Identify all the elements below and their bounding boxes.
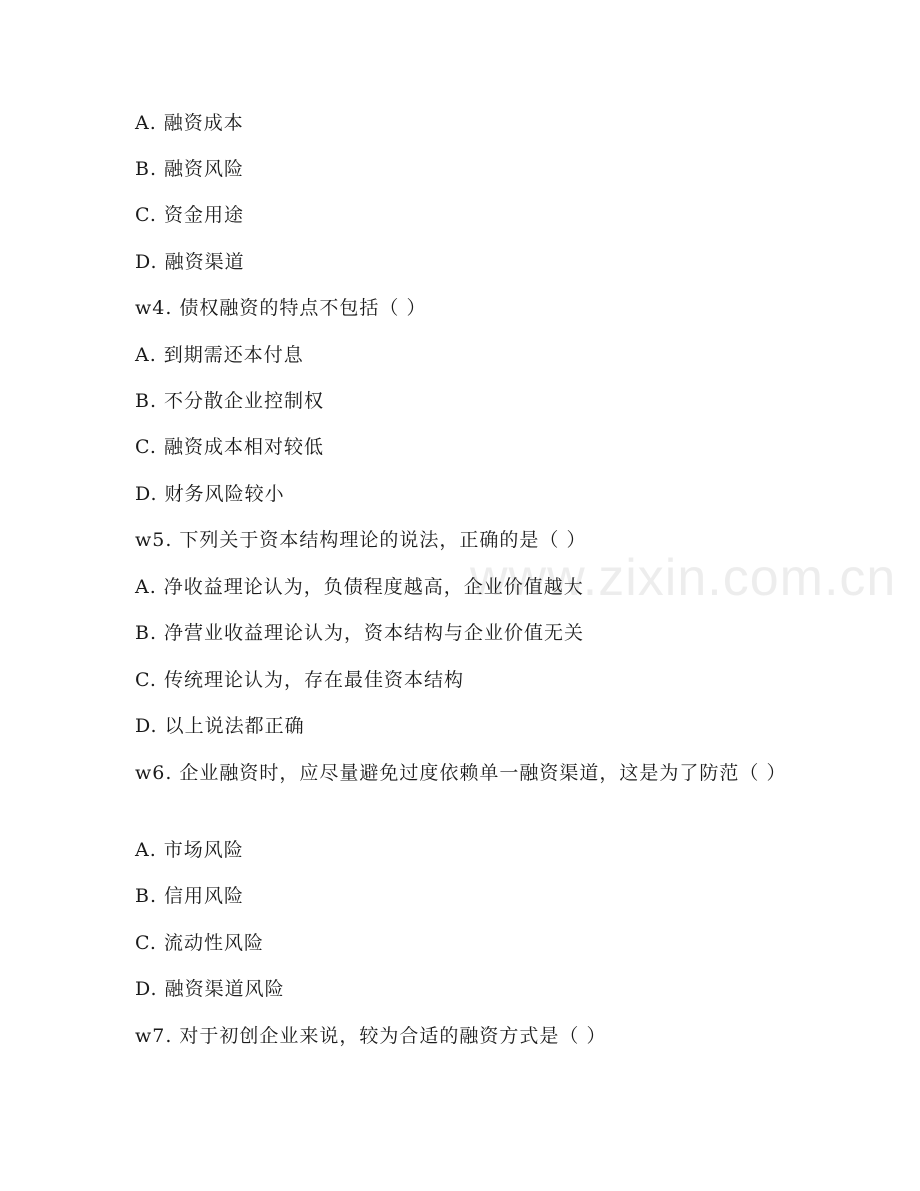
- q7-stem: w7. 对于初创企业来说，较为合适的融资方式是（ ）: [135, 1025, 607, 1047]
- q4-option-d: D. 财务风险较小: [135, 483, 285, 505]
- q6-stem: w6. 企业融资时，应尽量避免过度依赖单一融资渠道，这是为了防范（ ）: [135, 762, 787, 784]
- q6-option-c: C. 流动性风险: [135, 932, 264, 954]
- q5-option-d: D. 以上说法都正确: [135, 715, 305, 737]
- q4-option-b: B. 不分散企业控制权: [135, 390, 325, 412]
- q3-option-a: A. 融资成本: [135, 112, 244, 134]
- q5-stem: w5. 下列关于资本结构理论的说法，正确的是（ ）: [135, 529, 587, 551]
- q5-option-a: A. 净收益理论认为，负债程度越高，企业价值越大: [135, 576, 584, 598]
- q5-option-c: C. 传统理论认为，存在最佳资本结构: [135, 669, 464, 691]
- q3-option-b: B. 融资风险: [135, 158, 245, 180]
- q6-option-d: D. 融资渠道风险: [135, 978, 285, 1000]
- q4-option-c: C. 融资成本相对较低: [135, 436, 324, 458]
- q5-option-b: B. 净营业收益理论认为，资本结构与企业价值无关: [135, 622, 585, 644]
- q6-option-b: B. 信用风险: [135, 885, 245, 907]
- watermark: www.zixin.com.cn: [470, 549, 897, 607]
- q4-stem: w4. 债权融资的特点不包括（ ）: [135, 297, 427, 319]
- q3-option-d: D. 融资渠道: [135, 251, 245, 273]
- q6-option-a: A. 市场风险: [135, 839, 244, 861]
- q3-option-c: C. 资金用途: [135, 204, 244, 226]
- q4-option-a: A. 到期需还本付息: [135, 344, 304, 366]
